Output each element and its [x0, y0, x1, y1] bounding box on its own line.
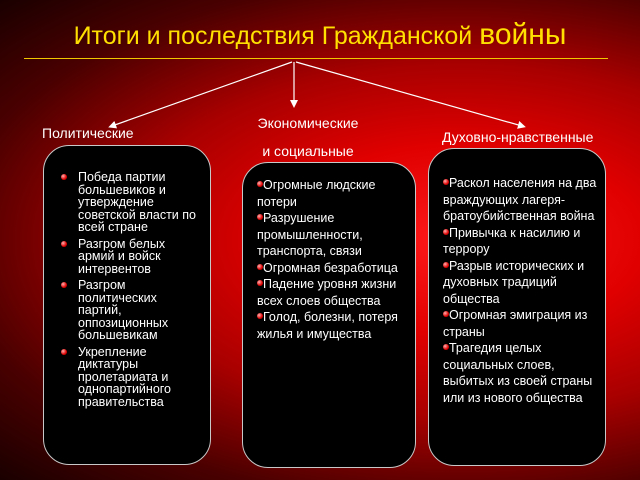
category-economic-social [240, 109, 376, 165]
bullet-icon [61, 349, 67, 355]
list-item: Победа партии большевиков и утверждение советской власти по всей стране [78, 171, 200, 234]
political-list [44, 146, 210, 408]
bullet-icon [443, 179, 449, 185]
list-item: Огромная безработица [257, 260, 407, 277]
bullet-icon [257, 313, 263, 319]
list-item: Огромная эмиграция из страны [443, 308, 588, 339]
list-item: Укрепление диктатуры пролетариата и однопартийного правительства [78, 346, 200, 409]
political-box [43, 145, 211, 465]
list-item: Разрушение промышленности, транспорта, связи [257, 211, 363, 258]
list-item: Привычка к насилию и террору [443, 225, 581, 256]
category-spiritual-moral: Духовно-нравственные [442, 129, 594, 145]
list-item: Раскол населения на два враждующих лагеря-братоубийственная война [443, 176, 597, 223]
bullet-icon [61, 174, 67, 180]
bullet-icon [257, 264, 263, 270]
bullet-icon [61, 282, 67, 288]
economic-social-box [242, 162, 416, 468]
category-political: Политические [42, 125, 134, 141]
category-economic-line2: и социальные [262, 143, 354, 159]
bullet-icon [443, 344, 449, 350]
list-item: Трагедия целых социальных слоев, выбитых из своей страны или из нового общества [443, 341, 593, 405]
spiritual-moral-box [428, 148, 606, 466]
bullet-icon [443, 311, 449, 317]
bullet-icon [257, 181, 263, 187]
list-item: Разгром белых армий и войск интервентов [78, 238, 200, 276]
list-item: Разгром политических партий, оппозиционных большевикам [78, 279, 200, 342]
title-last-word: войны [479, 18, 567, 51]
bullet-icon [443, 229, 449, 235]
list-item: Разрыв исторических и духовных традиций общества [443, 258, 585, 306]
title-main: Итоги и последствия Гражданской [73, 22, 473, 50]
list-item: Голод, болезни, потеря жилья и имущества [257, 310, 398, 341]
spiritual-moral-list [429, 149, 605, 406]
list-item: Падение уровня жизни всех слоев общества [257, 277, 397, 308]
category-economic-line1: Экономические [257, 115, 359, 131]
bullet-icon [257, 214, 263, 220]
list-item: Огромные людские потери [257, 178, 376, 209]
bullet-icon [61, 241, 67, 247]
bullet-icon [257, 280, 263, 286]
economic-social-list [243, 163, 415, 342]
bullet-icon [443, 262, 449, 268]
